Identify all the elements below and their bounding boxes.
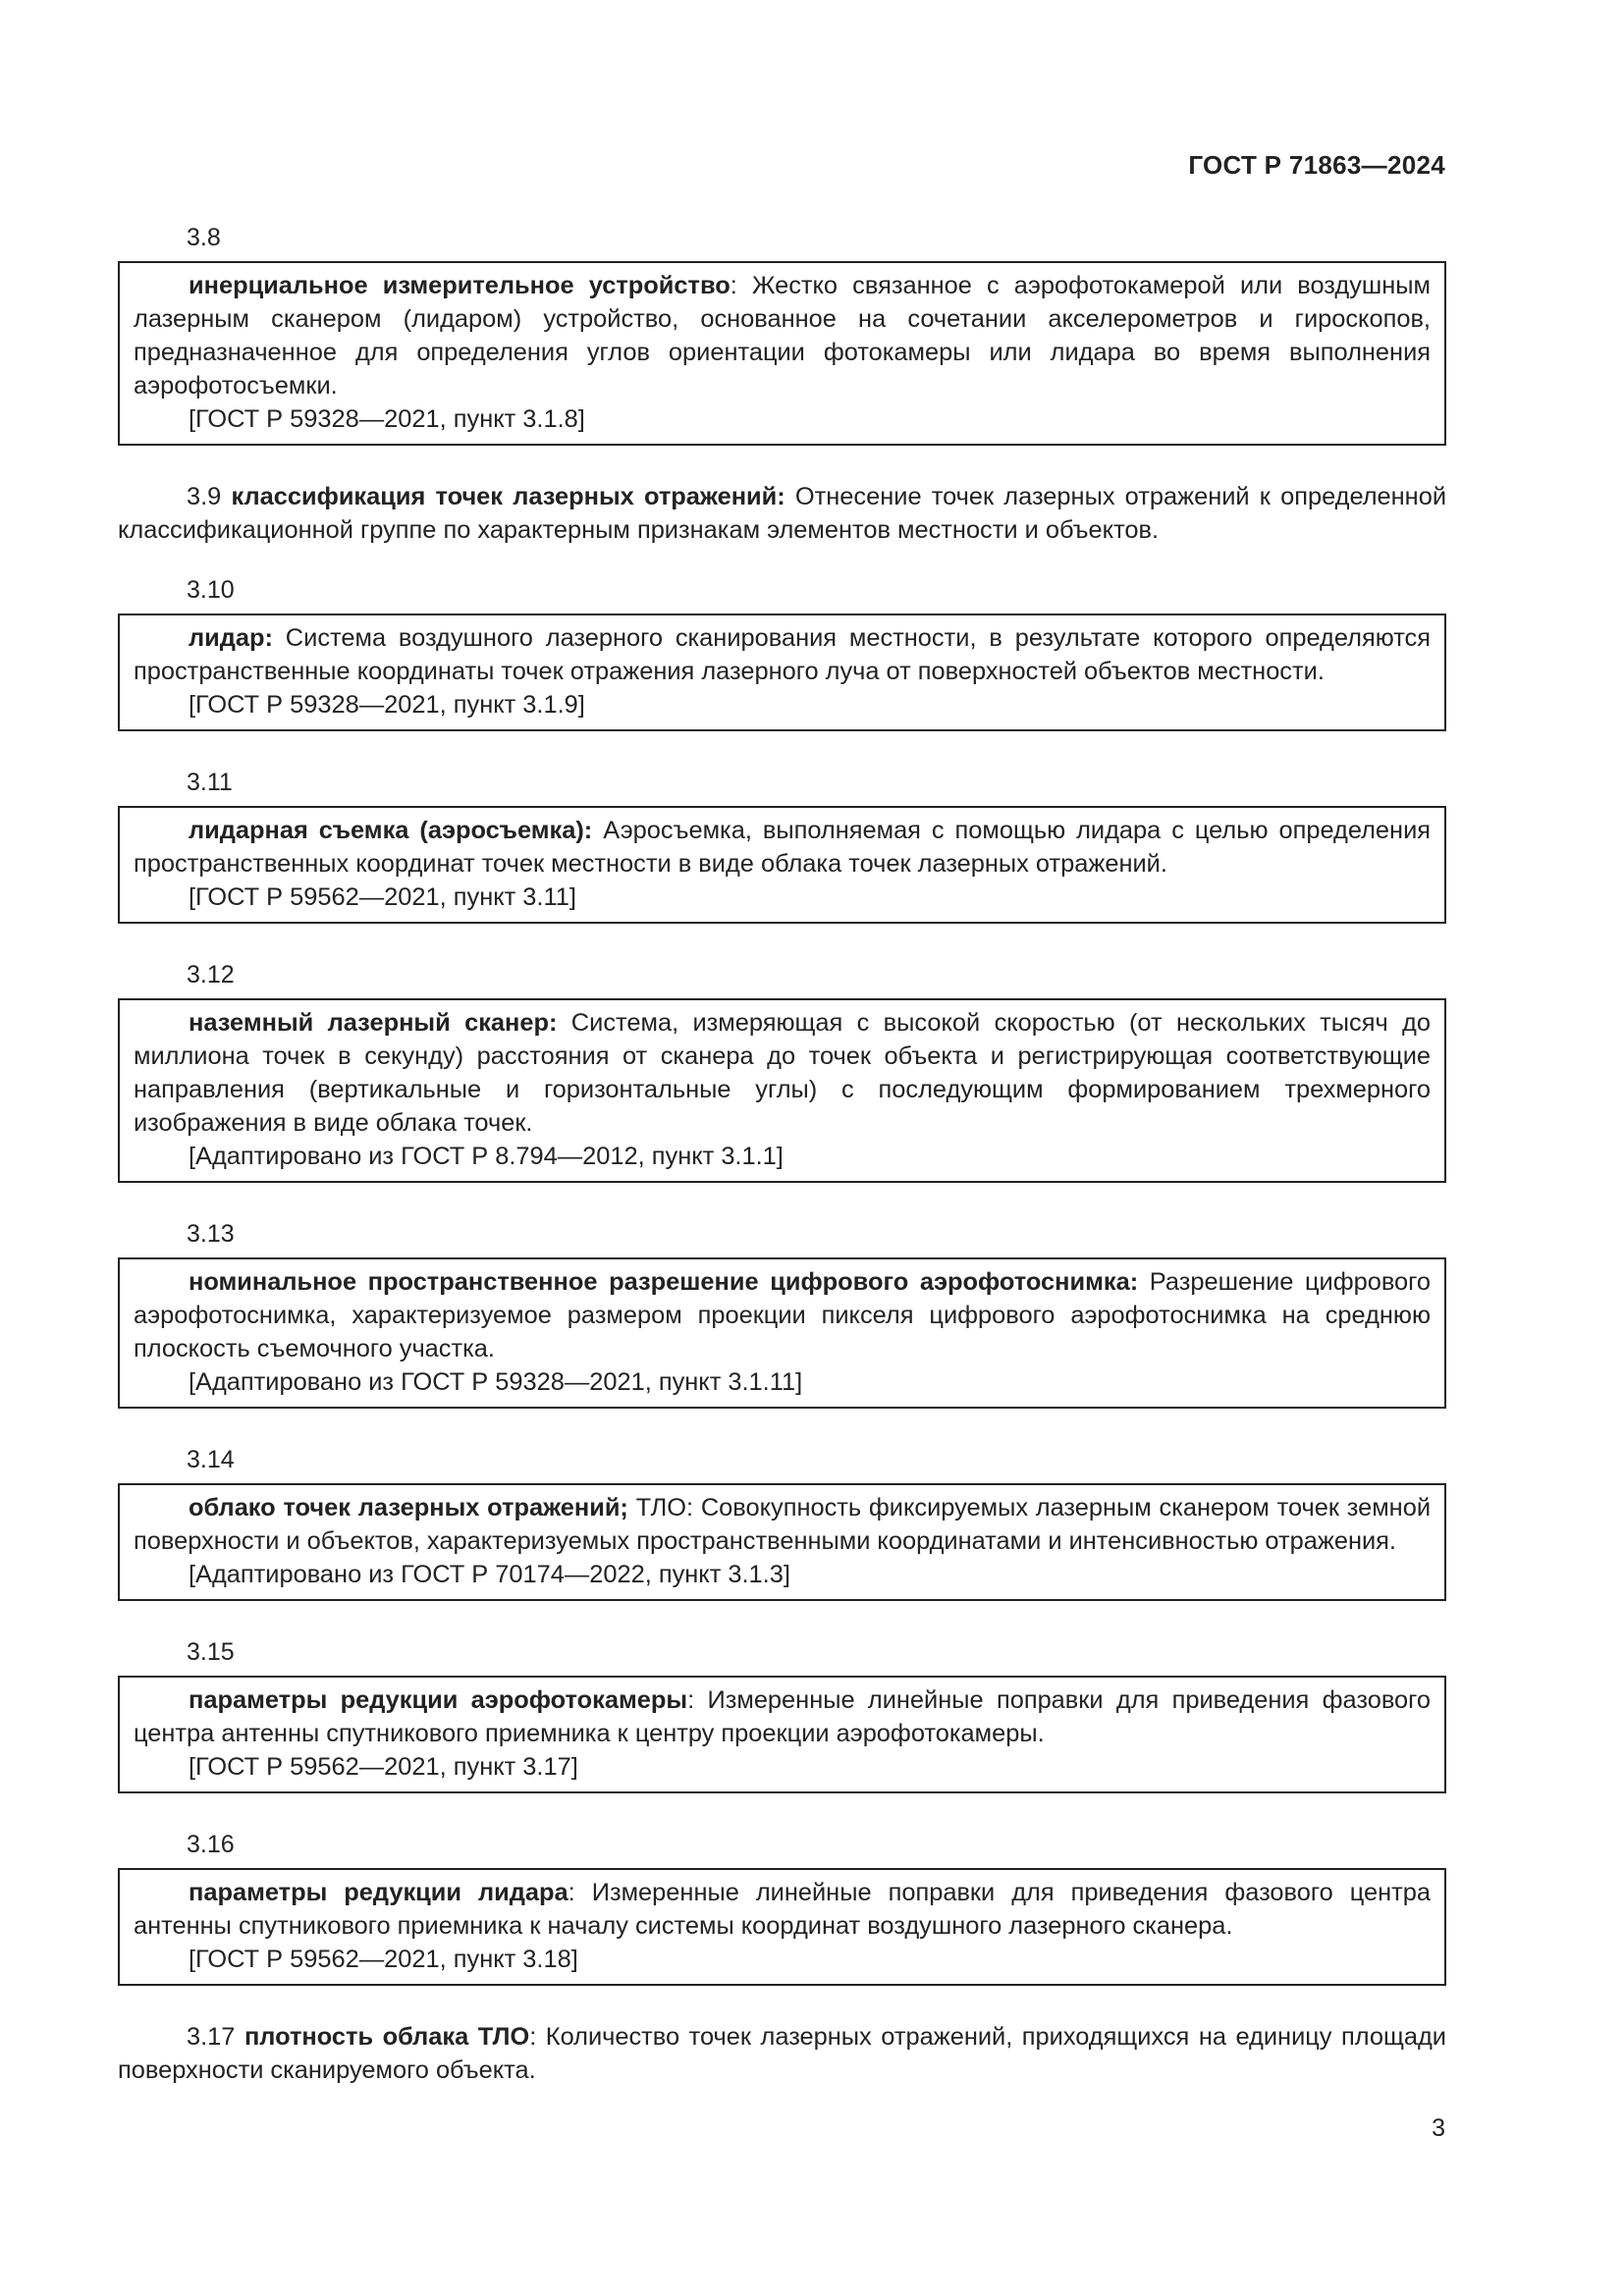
- term-number: 3.16: [187, 1831, 235, 1858]
- term-name: инерциальное измерительное устройство: [189, 272, 731, 299]
- term-source: [ГОСТ Р 59562—2021, пункт 3.11]: [189, 883, 576, 911]
- term-definition-box: [118, 806, 1446, 924]
- term-source: [Адаптировано из ГОСТ Р 70174—2022, пункт 3.1.3]: [189, 1561, 790, 1588]
- term-number: 3.11: [187, 769, 233, 796]
- document-header: ГОСТ Р 71863—2024: [1188, 150, 1445, 180]
- term-name: параметры редукции лидара: [189, 1879, 568, 1906]
- term-source: [Адаптировано из ГОСТ Р 8.794—2012, пункт 3.1.1]: [189, 1143, 784, 1170]
- term-definition: Жестко связанное с аэрофотокамерой или воздушным лазерным сканером (лидаром) устройство, основанное на сочетании акселерометров и гироскопов, предназначенное для определения углов ориентации фотокамеры или лидара во время выполнения аэрофотосъемки.: [134, 272, 1431, 400]
- term-source: [Адаптировано из ГОСТ Р 59328—2021, пункт 3.1.11]: [189, 1368, 803, 1396]
- term-name: плотность облака ТЛО: [244, 2023, 530, 2051]
- term-number: 3.17: [187, 2023, 236, 2051]
- term-definition: Разрешение цифрового аэрофотоснимка, характеризуемое размером проекции пикселя цифрового аэрофотоснимка на среднюю плоскость съемочного участка.: [134, 1268, 1432, 1362]
- term-definition: : Количество точек лазерных отражений, приходящихся на единицу площади поверхности сканируемого объекта.: [118, 2023, 1446, 2084]
- term-source: [ГОСТ Р 59562—2021, пункт 3.18]: [189, 1946, 578, 1973]
- term-name: параметры редукции аэрофотокамеры: [189, 1686, 688, 1714]
- term-definition: : Измеренные линейные поправки для приведения фазового центра антенны спутникового приемника к центру проекции аэрофотокамеры.: [134, 1686, 1431, 1747]
- term-definition: Отнесение точек лазерных отражений к определенной классификационной группе по характерным признакам элементов местности и объектов.: [118, 483, 1447, 544]
- term-name: номинальное пространственное разрешение цифрового аэрофотоснимка:: [189, 1268, 1139, 1296]
- term-definition-box: [118, 1868, 1446, 1986]
- term-name: лидарная съемка (аэросъемка):: [189, 817, 593, 844]
- term-definition-box: [118, 261, 1446, 446]
- definition-text: [134, 1006, 1431, 1140]
- definition-text: [134, 1683, 1431, 1750]
- term-number: 3.12: [187, 961, 235, 988]
- term-definition-box: [118, 1676, 1446, 1793]
- definition-text: [134, 269, 1431, 402]
- term-name: лидар:: [189, 624, 273, 652]
- term-source: [ГОСТ Р 59328—2021, пункт 3.1.9]: [189, 691, 585, 719]
- term-definition-box: [118, 1257, 1446, 1409]
- term-definition: : Измеренные линейные поправки для приведения фазового центра антенны спутникового приемника к началу системы координат воздушного лазерного сканера.: [134, 1879, 1431, 1940]
- term-definition-box: [118, 1483, 1446, 1601]
- term-definition: ТЛО: Совокупность фиксируемых лазерным сканером точек земной поверхности и объектов, характеризуемых пространственными координатами и интенсивностью отражения.: [134, 1494, 1431, 1555]
- definition-text: [134, 814, 1431, 881]
- page-number: 3: [1432, 2114, 1445, 2142]
- definition-text: [134, 1265, 1431, 1365]
- term-source: [ГОСТ Р 59562—2021, пункт 3.17]: [189, 1753, 578, 1781]
- term-name: облако точек лазерных отражений;: [189, 1494, 628, 1522]
- term-paragraph: [118, 480, 1446, 547]
- term-name: наземный лазерный сканер:: [189, 1009, 558, 1037]
- term-definition-box: [118, 998, 1446, 1183]
- term-definition: Аэросъемка, выполняемая с помощью лидара с целью определения пространственных координат точек местности в виде облака точек лазерных отражений.: [134, 817, 1432, 878]
- term-source: [ГОСТ Р 59328—2021, пункт 3.1.8]: [189, 405, 585, 433]
- term-number: 3.13: [187, 1220, 235, 1248]
- terms-section: [118, 221, 1446, 2087]
- definition-text: [134, 621, 1431, 688]
- term-name: классификация точек лазерных отражений:: [231, 483, 785, 510]
- term-number: 3.9: [187, 483, 222, 510]
- definition-text: [134, 1876, 1431, 1943]
- definition-text: [134, 1491, 1431, 1558]
- term-paragraph: [118, 2020, 1446, 2087]
- term-definition: Система, измеряющая с высокой скоростью (от нескольких тысяч до миллиона точек в секунду) расстояния от сканера до точек объекта и регистрирующая соответствующие направления (вертикальные и горизонтальные углы) с последующим формированием трехмерного изображения в виде облака точек.: [134, 1009, 1431, 1137]
- term-definition: Система воздушного лазерного сканирования местности, в результате которого определяются пространственные координаты точек отражения лазерного луча от поверхностей объектов местности.: [134, 624, 1431, 685]
- term-number: 3.14: [187, 1446, 235, 1473]
- term-number: 3.8: [187, 224, 221, 251]
- term-definition-box: [118, 614, 1446, 731]
- term-number: 3.10: [187, 576, 235, 604]
- term-separator: :: [730, 272, 737, 299]
- term-number: 3.15: [187, 1638, 235, 1666]
